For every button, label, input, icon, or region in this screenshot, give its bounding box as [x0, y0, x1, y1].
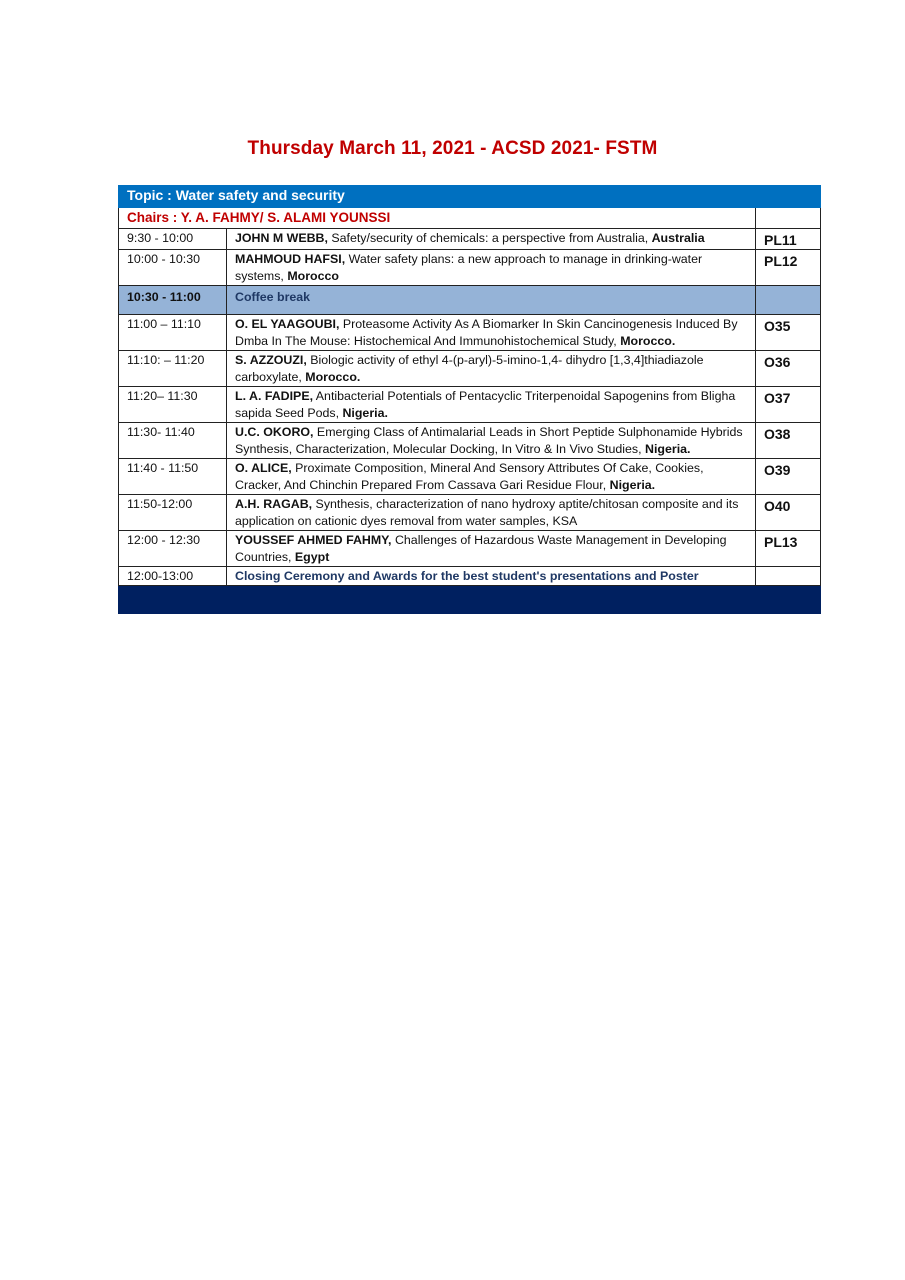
- speaker-name: L. A. FADIPE,: [235, 389, 314, 403]
- footer-bar: [119, 586, 821, 614]
- speaker-country: Egypt: [294, 550, 330, 564]
- session-time: 11:50-12:00: [119, 495, 227, 531]
- speaker-name: O. ALICE,: [235, 461, 292, 475]
- speaker-name: O. EL YAAGOUBI,: [235, 317, 340, 331]
- talk-code: O36: [756, 351, 821, 387]
- talk-title: Synthesis, characterization of nano hydroxy aptite/chitosan composite and its application on cationic dyes removal from water samples, KSA: [235, 497, 739, 528]
- speaker-name: YOUSSEF AHMED FAHMY,: [235, 533, 392, 547]
- table-row: [119, 531, 821, 567]
- speaker-country: Nigeria.: [645, 442, 691, 456]
- page-title: Thursday March 11, 2021 - ACSD 2021- FSTM: [247, 138, 658, 159]
- table-row: [119, 250, 821, 286]
- talk-title: Challenges of Hazardous Waste Management in Developing Countries,: [235, 533, 727, 564]
- speaker-country: Australia: [651, 231, 705, 245]
- speaker-country: Morocco.: [305, 370, 361, 384]
- talk-cell: [227, 351, 756, 387]
- speaker-name: MAHMOUD HAFSI,: [235, 252, 346, 266]
- speaker-name: JOHN M WEBB,: [235, 231, 328, 245]
- talk-cell: [227, 315, 756, 351]
- table-row: [119, 495, 821, 531]
- speaker-name: U.C. OKORO,: [235, 425, 314, 439]
- talk-code: O39: [756, 459, 821, 495]
- speaker-country: Morocco: [287, 269, 339, 283]
- talk-title: Proximate Composition, Mineral And Sensory Attributes Of Cake, Cookies, Cracker, And Chinchin Prepared From Cassava Gari Residue Flour,: [235, 461, 704, 492]
- closing-time: 12:00-13:00: [119, 567, 227, 586]
- talk-title: Antibacterial Potentials of Pentacyclic Triterpenoidal Sapogenins from Bligha sapida Seed Pods,: [235, 389, 736, 420]
- speaker-country: Nigeria.: [609, 478, 656, 492]
- talk-cell: [227, 387, 756, 423]
- talk-title: Water safety plans: a new approach to manage in drinking-water systems,: [235, 252, 703, 283]
- talk-code: PL13: [756, 531, 821, 567]
- session-time: 10:00 - 10:30: [119, 250, 227, 286]
- talk-code: PL11: [756, 229, 821, 250]
- talk-title: Biologic activity of ethyl 4-(p-aryl)-5-imino-1,4- dihydro [1,3,4]thiadiazole carboxylate,: [235, 353, 704, 384]
- session-time: 11:40 - 11:50: [119, 459, 227, 495]
- speaker-country: Nigeria.: [342, 406, 388, 420]
- chairs-label: Chairs : Y. A. FAHMY/ S. ALAMI YOUNSSI: [119, 208, 756, 229]
- session-time: 9:30 - 10:00: [119, 229, 227, 250]
- table-row: [119, 229, 821, 250]
- topic-row: [119, 186, 821, 208]
- talk-cell: [227, 495, 756, 531]
- talk-cell: [227, 423, 756, 459]
- talk-code: O37: [756, 387, 821, 423]
- session-time: 11:10: – 11:20: [119, 351, 227, 387]
- session-time: 11:30- 11:40: [119, 423, 227, 459]
- talk-code: O38: [756, 423, 821, 459]
- table-row: [119, 387, 821, 423]
- talk-code: PL12: [756, 250, 821, 286]
- coffee-break-label: Coffee break: [227, 286, 756, 315]
- talk-title: Proteasome Activity As A Biomarker In Skin Cancinogenesis Induced By Dmba In The Mouse: Histochemical And Immunohistochemical Study,: [235, 317, 738, 348]
- table-row: [119, 351, 821, 387]
- session-time: 12:00 - 12:30: [119, 531, 227, 567]
- talk-cell: [227, 459, 756, 495]
- closing-label: Closing Ceremony and Awards for the best student's presentations and Poster: [227, 567, 756, 586]
- topic-label: Topic : Water safety and security: [119, 186, 821, 208]
- talk-title: Safety/security of chemicals: a perspective from Australia,: [327, 231, 652, 245]
- session-time: 11:00 – 11:10: [119, 315, 227, 351]
- talk-code: O40: [756, 495, 821, 531]
- coffee-break-time: 10:30 - 11:00: [119, 286, 227, 315]
- talk-code: O35: [756, 315, 821, 351]
- speaker-name: A.H. RAGAB,: [235, 497, 313, 511]
- talk-cell: [227, 229, 756, 250]
- session-time: 11:20– 11:30: [119, 387, 227, 423]
- speaker-name: S. AZZOUZI,: [235, 353, 307, 367]
- closing-row: [119, 567, 821, 586]
- coffee-break-row: [119, 286, 821, 315]
- table-row: [119, 315, 821, 351]
- speaker-country: Morocco.: [620, 334, 676, 348]
- programme-table: [118, 185, 821, 614]
- table-row: [119, 459, 821, 495]
- talk-cell: [227, 250, 756, 286]
- chairs-row: [119, 208, 821, 229]
- talk-cell: [227, 531, 756, 567]
- talk-title: Emerging Class of Antimalarial Leads in Short Peptide Sulphonamide Hybrids Synthesis, Characterization, Molecular Docking, In Vitro & In Vivo Studies,: [235, 425, 743, 456]
- table-row: [119, 423, 821, 459]
